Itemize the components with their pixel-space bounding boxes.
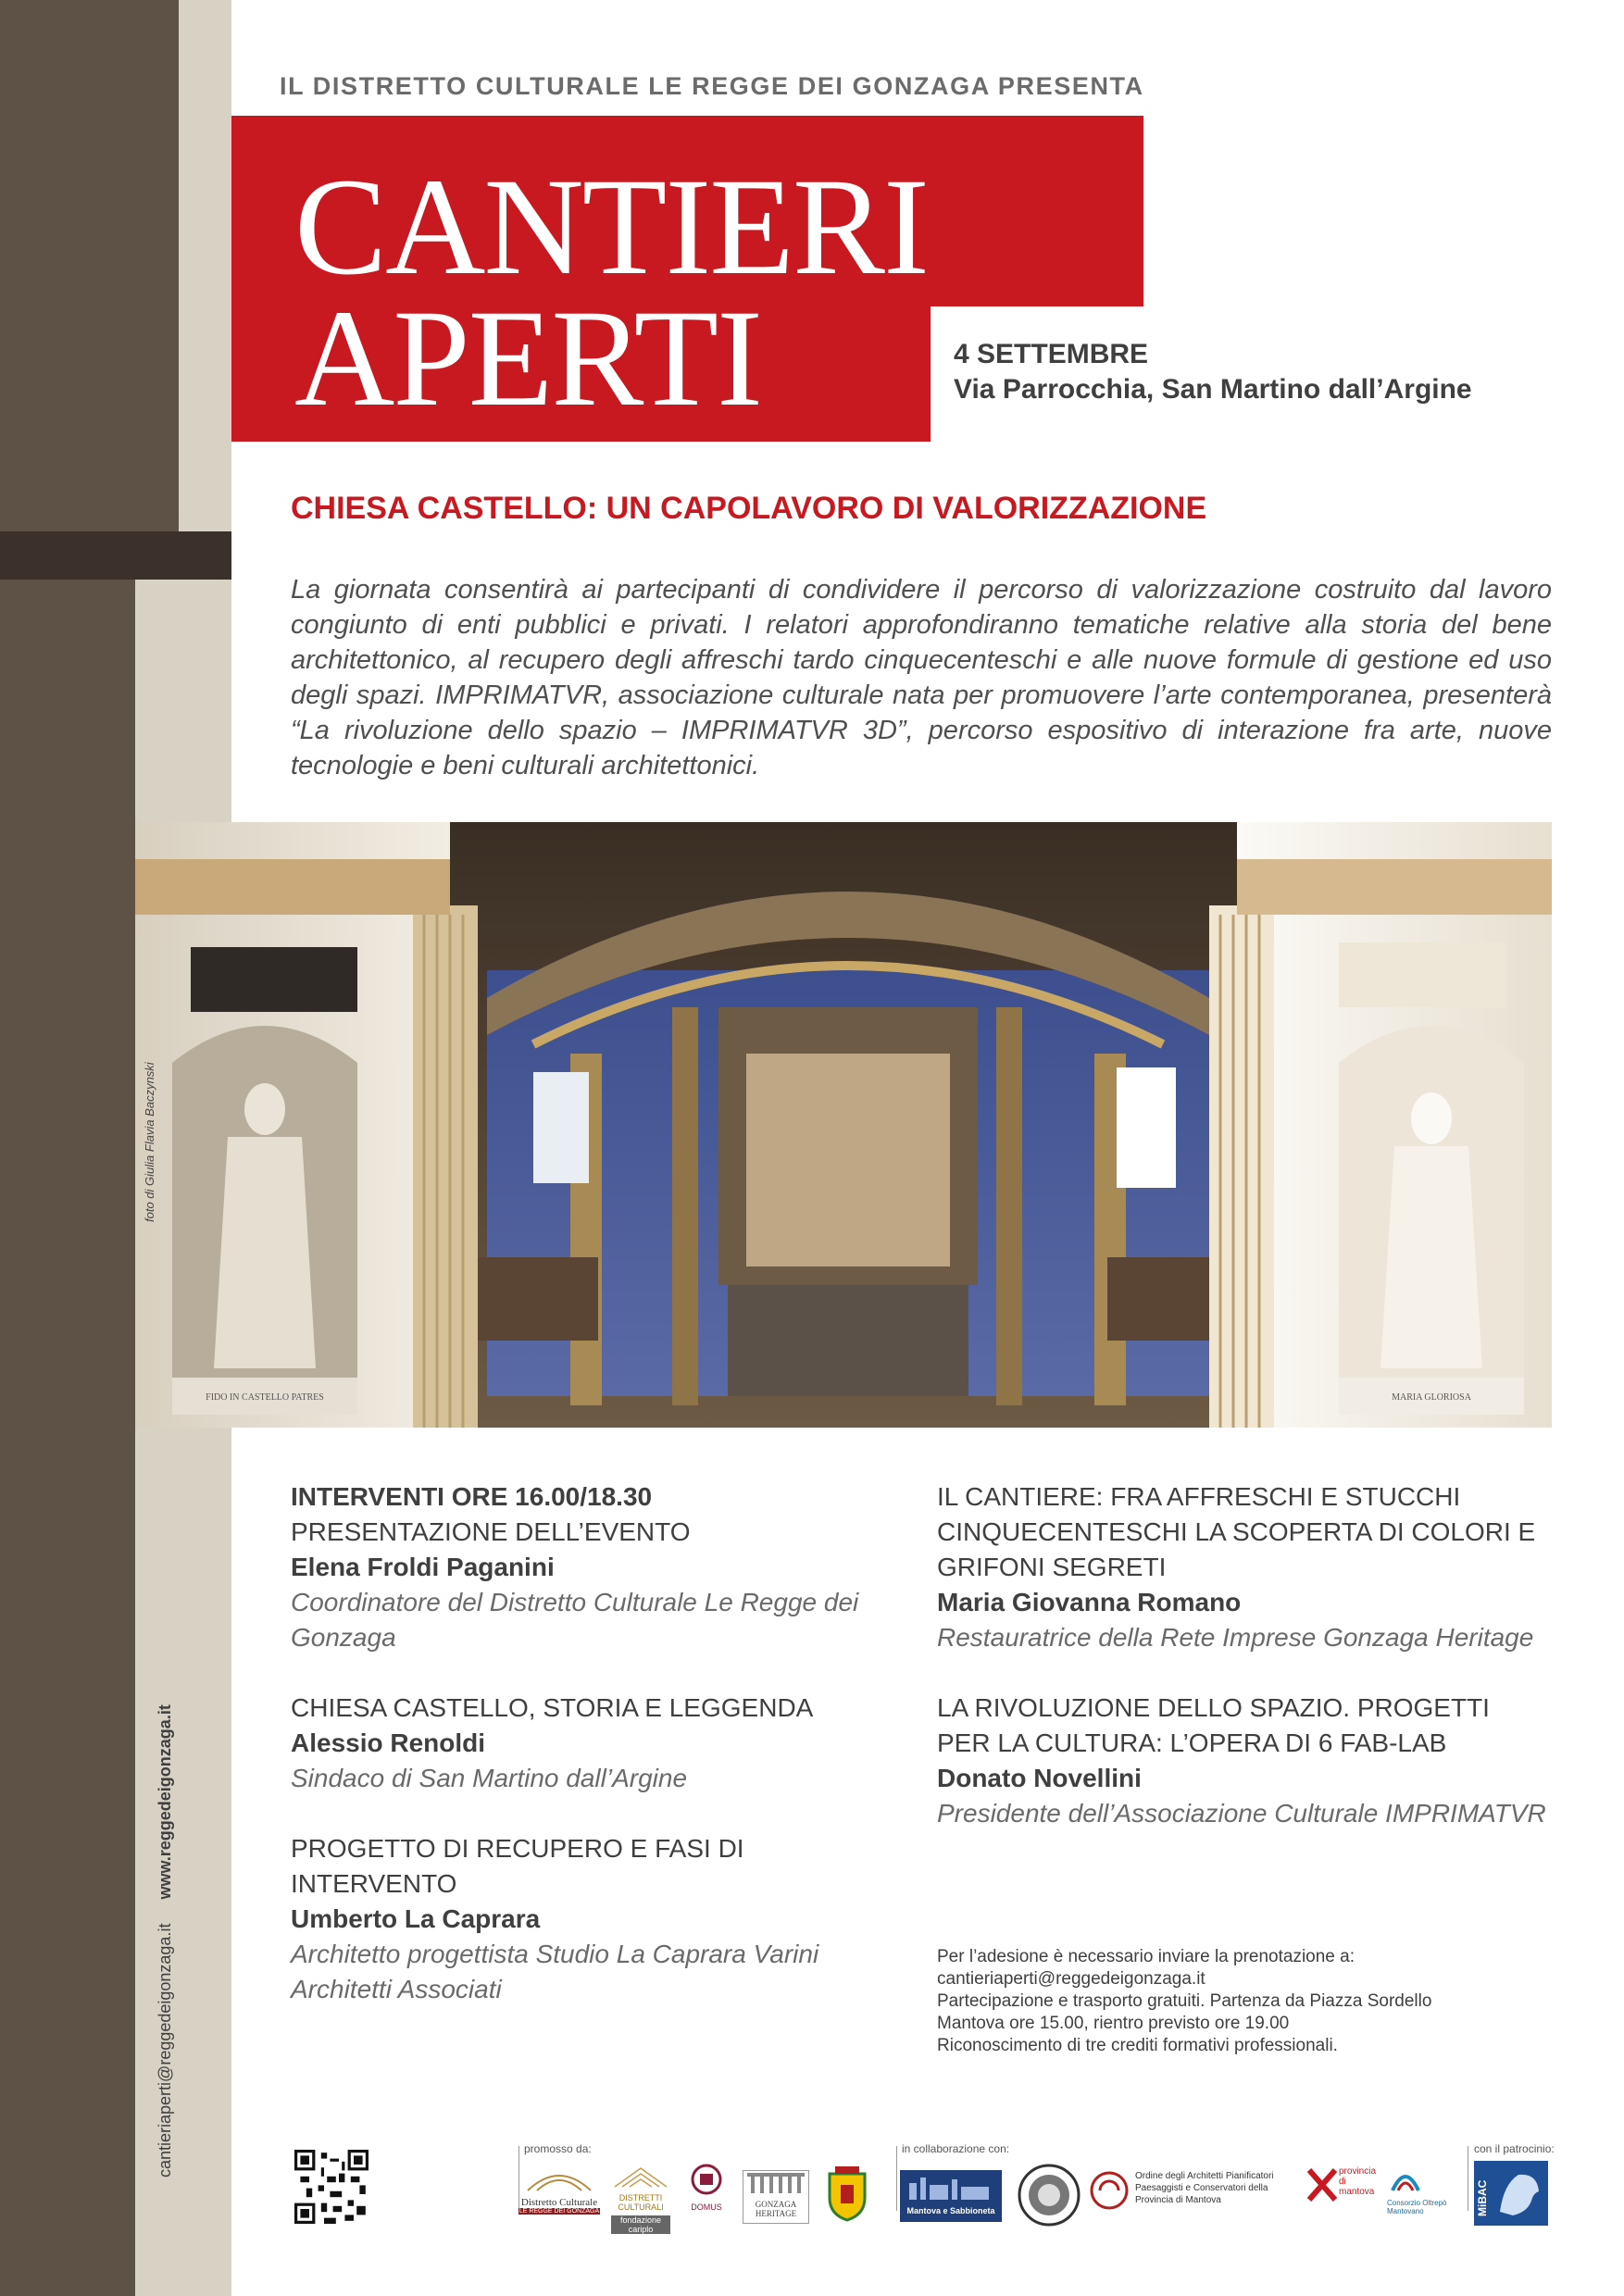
speaker-role: Architetto progettista Studio La Caprara Varini Architetti Associati	[291, 1940, 819, 2003]
program-item-title: IL CANTIERE: FRA AFFRESCHI E STUCCHI CINQUECENTESCHI LA SCOPERTA DI COLORI E GRIFONI SEGRETI	[937, 1482, 1536, 1581]
note-line: Partecipazione e trasporto gratuiti. Partenza da Piazza Sordello	[937, 1991, 1432, 2011]
consorzio-logo-text: Consorzio Oltrepò Mantovano	[1387, 2199, 1447, 2215]
title-line-1: CANTIERI	[294, 150, 928, 304]
provincia-mantova-logo	[1305, 2166, 1380, 2222]
domus-logo	[683, 2161, 730, 2227]
program-right-column	[937, 1479, 1548, 1866]
program-item-title: CHIESA CASTELLO, STORIA E LEGGENDA	[291, 1693, 814, 1722]
speaker-role: Sindaco di San Martino dall’Argine	[291, 1764, 688, 1792]
registration-notes	[937, 1946, 1548, 2057]
speaker-name: Alessio Renoldi	[291, 1728, 486, 1757]
speaker-role: Restauratrice della Rete Imprese Gonzaga Heritage	[937, 1623, 1534, 1652]
distretti-logo-text: DISTRETTI CULTURALI	[618, 2193, 664, 2212]
program-item	[291, 1691, 883, 1796]
speaker-name: Maria Giovanna Romano	[937, 1588, 1242, 1616]
note-line: Riconoscimento di tre crediti formativi professionali.	[937, 2036, 1338, 2055]
distretto-logo-text: Distretto Culturale	[520, 2197, 598, 2208]
distretti-culturali-logo	[611, 2165, 670, 2234]
gonzaga-logo-text: GONZAGA HERITAGE	[755, 2200, 797, 2218]
academic-seal-icon	[1017, 2163, 1081, 2227]
promoted-by-label: promosso da:	[524, 2142, 592, 2155]
contact-email[interactable]: cantieriaperti@reggedeigonzaga.it	[156, 1923, 174, 2177]
note-line: Mantova ore 15.00, rientro previsto ore 19.00	[937, 2014, 1290, 2033]
program-item	[937, 1691, 1548, 1831]
program-item	[937, 1479, 1548, 1655]
title-line-2: APERTI	[294, 281, 761, 435]
patronage-label: con il patrocinio:	[1474, 2142, 1555, 2155]
side-band-beige	[179, 0, 231, 544]
consorzio-oltrepo-logo	[1387, 2166, 1461, 2222]
photo-credit: foto di Giulia Flavia Baczynski	[143, 1062, 156, 1222]
speaker-name: Donato Novellini	[937, 1764, 1142, 1792]
mibac-logo	[1474, 2161, 1548, 2226]
side-band-brown	[0, 0, 179, 544]
fondazione-logo-text: fondazione cariplo	[611, 2215, 670, 2234]
provincia-logo-text: provincia di mantova	[1339, 2166, 1377, 2197]
speaker-role: Coordinatore del Distretto Culturale Le Regge dei Gonzaga	[291, 1588, 859, 1652]
ordine-architetti-logo	[1089, 2170, 1302, 2222]
mantova-sabbioneta-logo	[900, 2170, 1002, 2222]
speaker-name: Umberto La Caprara	[291, 1904, 541, 1933]
distretto-culturale-logo	[518, 2166, 600, 2222]
program-item-title: PRESENTAZIONE DELL’EVENTO	[291, 1517, 691, 1546]
subtitle: CHIESA CASTELLO: UN CAPOLAVORO DI VALORIZZAZIONE	[291, 491, 1207, 526]
qr-code-icon[interactable]	[294, 2150, 369, 2224]
presenter-line: IL DISTRETTO CULTURALE LE REGGE DEI GONZAGA PRESENTA	[280, 72, 1144, 100]
program-left-column	[291, 1479, 883, 2042]
plaque-left-text: FIDO IN CASTELLO PATRES	[206, 1392, 324, 1403]
event-date: 4 SETTEMBRE	[954, 339, 1149, 369]
plaque-right-text: MARIA GLORIOSA	[1392, 1392, 1471, 1403]
program-item-title: PROGETTO DI RECUPERO E FASI DI INTERVENTO	[291, 1834, 744, 1898]
ordine-logo-text: Ordine degli Architetti Pianificatori Paesaggisti e Conservatori della Provincia di Mantova	[1135, 2171, 1274, 2205]
note-line: Per l’adesione è necessario inviare la prenotazione a:	[937, 1947, 1355, 1966]
program-item	[291, 1831, 883, 2007]
mantova-logo-text: Mantova e Sabbioneta	[906, 2206, 995, 2215]
intro-paragraph: La giornata consentirà ai partecipanti di condividere il percorso di valorizzazione costruito dal lavoro congiunto di enti pubblici e privati. I relatori approfondiranno tematiche relative alla storia del bene architettonico, al recupero degli affreschi tardo cinquecenteschi e alle nuove formule di gestione ed uso degli spazi. IMPRIMATVR, associazione culturale nata per promuovere l’arte contemporanea, presenterà “La rivoluzione dello spazio – IMPRIMATVR 3D”, percorso espositivo di interazione fra arte, nuove tecnologie e beni culturali architettonici.	[291, 575, 1552, 780]
speaker-role: Presidente dell’Associazione Culturale IMPRIMATVR	[937, 1799, 1546, 1828]
event-place: Via Parrocchia, San Martino dall’Argine	[954, 374, 1472, 405]
collaboration-label: in collaborazione con:	[902, 2142, 1010, 2155]
side-band-shadow	[0, 531, 231, 580]
program-item	[291, 1515, 883, 1655]
gonzaga-heritage-logo	[743, 2170, 809, 2224]
speaker-name: Elena Froldi Paganini	[291, 1553, 555, 1581]
church-photo	[135, 822, 1552, 1428]
note-email[interactable]: cantieriaperti@reggedeigonzaga.it	[937, 1969, 1206, 1989]
side-band-brown-lower	[0, 580, 135, 2296]
municipality-crest-icon	[826, 2165, 868, 2222]
program-heading: INTERVENTI ORE 16.00/18.30	[291, 1482, 653, 1511]
footer-separator	[896, 2146, 897, 2211]
program-item-title: LA RIVOLUZIONE DELLO SPAZIO. PROGETTI PER LA CULTURA: L’OPERA DI 6 FAB-LAB	[937, 1693, 1490, 1757]
distretto-logo-subtext: LE REGGE DEI GONZAGA	[518, 2208, 600, 2215]
vertical-contact	[156, 1704, 175, 2177]
mibac-logo-text: MiBAC	[1476, 2179, 1489, 2216]
contact-website[interactable]: www.reggedeigonzaga.it	[156, 1704, 174, 1900]
domus-logo-text: DOMUS	[691, 2202, 722, 2212]
